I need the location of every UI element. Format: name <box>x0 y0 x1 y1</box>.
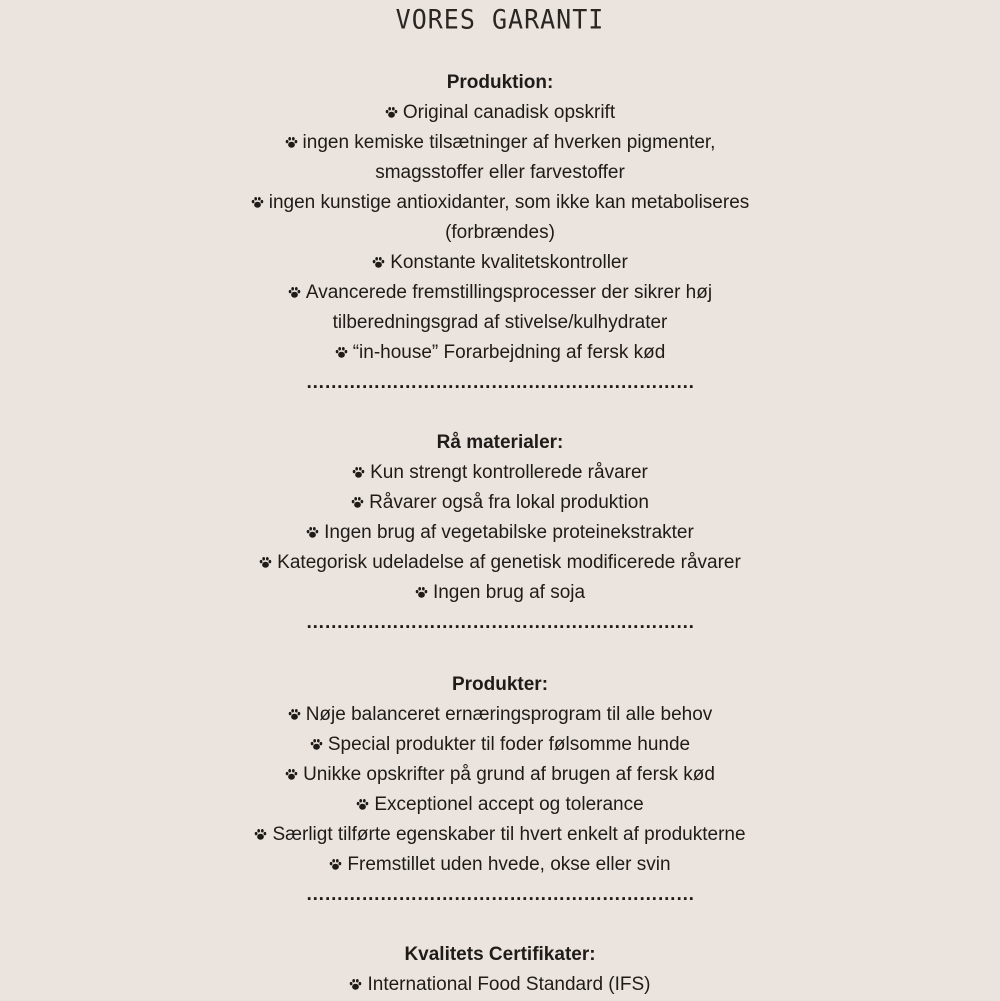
dotted-separator: ……………………………………………………… <box>305 372 695 393</box>
list-item-text: (forbrændes) <box>445 222 555 243</box>
list-item <box>0 970 1000 1000</box>
page-title: VORES GARANTI <box>395 4 605 35</box>
paw-icon <box>288 279 301 292</box>
section-heading: Produkter: <box>451 674 549 695</box>
list-item <box>0 488 1000 518</box>
paw-icon <box>356 791 369 804</box>
list-item-text: Ingen brug af vegetabilske proteinekstrakter <box>324 522 694 543</box>
list-item-text: smagsstoffer eller farvestoffer <box>375 162 625 183</box>
section-heading: Rå materialer: <box>436 432 564 453</box>
list-item <box>0 278 1000 308</box>
dotted-separator: ……………………………………………………… <box>305 612 695 633</box>
paw-icon <box>259 549 272 562</box>
list-item <box>0 308 1000 338</box>
list-item-text: Konstante kvalitetskontroller <box>390 252 628 273</box>
list-item <box>0 518 1000 548</box>
list-item-text: Unikke opskrifter på grund af brugen af fersk kød <box>303 764 715 785</box>
list-item <box>0 458 1000 488</box>
paw-icon <box>310 731 323 744</box>
section <box>0 68 1000 398</box>
list-item-text: Kategorisk udeladelse af genetisk modificerede råvarer <box>277 552 741 573</box>
list-item <box>0 548 1000 578</box>
section-heading: Kvalitets Certifikater: <box>404 944 596 965</box>
list-item-text: ingen kemiske tilsætninger af hverken pigmenter, <box>302 132 716 153</box>
paw-icon <box>351 489 364 502</box>
list-item <box>0 760 1000 790</box>
section-heading: Produktion: <box>446 72 554 93</box>
paw-icon <box>285 761 298 774</box>
paw-icon <box>288 701 301 714</box>
list-item <box>0 850 1000 880</box>
section <box>0 940 1000 1000</box>
paw-icon <box>349 971 362 984</box>
paw-icon <box>415 579 428 592</box>
paw-icon <box>385 99 398 112</box>
paw-icon <box>254 821 267 834</box>
list-item <box>0 218 1000 248</box>
section <box>0 670 1000 910</box>
paw-icon <box>285 129 298 142</box>
list-item-text: Special produkter til foder følsomme hunde <box>327 734 691 755</box>
paw-icon <box>352 459 365 472</box>
list-item-text: “in-house” Forarbejdning af fersk kød <box>352 342 666 363</box>
paw-icon <box>335 339 348 352</box>
list-item <box>0 98 1000 128</box>
list-item <box>0 128 1000 158</box>
paw-icon <box>329 851 342 864</box>
paw-icon <box>251 189 264 202</box>
list-item-text: Avancerede fremstillingsprocesser der sikrer høj <box>305 282 713 303</box>
paw-icon <box>372 249 385 262</box>
list-item-text: Exceptionel accept og tolerance <box>374 794 644 815</box>
list-item-text: Kun strengt kontrollerede råvarer <box>370 462 648 483</box>
list-item-text: Særligt tilførte egenskaber til hvert enkelt af produkterne <box>272 824 746 845</box>
list-item-text: International Food Standard (IFS) <box>367 974 651 995</box>
list-item <box>0 158 1000 188</box>
list-item <box>0 790 1000 820</box>
list-item <box>0 338 1000 368</box>
list-item <box>0 188 1000 218</box>
list-item <box>0 820 1000 850</box>
list-item <box>0 248 1000 278</box>
paw-icon <box>306 519 319 532</box>
list-item-text: Råvarer også fra lokal produktion <box>369 492 649 513</box>
list-item-text: tilberedningsgrad af stivelse/kulhydrater <box>332 312 668 333</box>
list-item <box>0 730 1000 760</box>
list-item-text: ingen kunstige antioxidanter, som ikke kan metaboliseres <box>268 192 750 213</box>
list-item-text: Fremstillet uden hvede, okse eller svin <box>347 854 671 875</box>
list-item-text: Nøje balanceret ernæringsprogram til alle behov <box>305 704 713 725</box>
dotted-separator: ……………………………………………………… <box>305 884 695 905</box>
list-item-text: Original canadisk opskrift <box>402 102 616 123</box>
list-item-text: Ingen brug af soja <box>432 582 586 603</box>
list-item <box>0 700 1000 730</box>
list-item <box>0 578 1000 608</box>
section <box>0 428 1000 638</box>
